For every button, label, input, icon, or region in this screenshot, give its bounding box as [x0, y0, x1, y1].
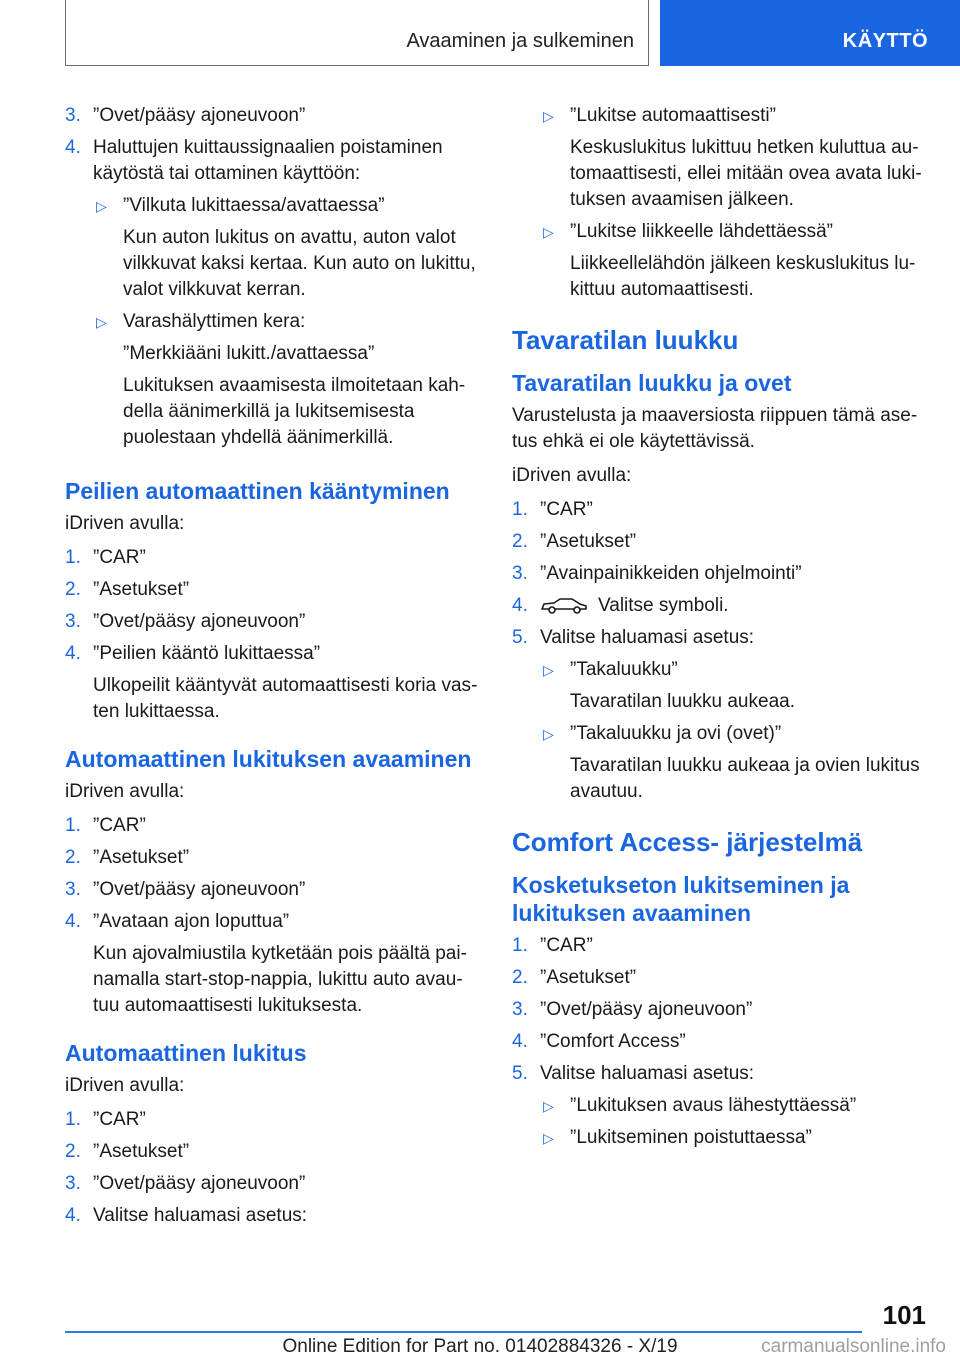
sub-item [512, 103, 927, 129]
heading-trunk-doors: Tavaratilan luukku ja ovet [512, 370, 792, 396]
list-item [512, 561, 927, 587]
list-item [65, 877, 480, 903]
list-item [512, 997, 927, 1023]
sub-item-desc: Kun auton lukitus on avattu, auton valot vilkkuvat kaksi kertaa. Kun auto on lukittu, valot vilkkuvat kerran. [123, 227, 476, 300]
sub-item [65, 309, 480, 335]
footer-edition: Online Edition for Part no. 01402884326 - X/19 [282, 1336, 678, 1357]
sub-item-desc: Lukituksen avaamisesta ilmoitetaan kahdella äänimerkillä ja lukitsemisesta puolestaan yhdellä äänimerkillä. [123, 375, 466, 448]
list-number: 3. [65, 611, 81, 632]
list-item [512, 933, 927, 959]
sub-item-title: Varashälyttimen kera: [123, 311, 306, 332]
list-text: ”Asetukset” [93, 847, 190, 868]
list-text: ”CAR” [93, 547, 146, 568]
list-text: ”Asetukset” [540, 531, 637, 552]
sub-item-desc: Tavaratilan luukku aukeaa ja ovien lukitus avautuu. [570, 755, 920, 802]
list-text: ”Ovet/pääsy ajoneuvoon” [93, 1173, 306, 1194]
list-text: Valitse haluamasi asetus: [540, 1063, 755, 1084]
triangle-right-icon: ▷ [543, 1098, 554, 1114]
list-item [65, 909, 480, 935]
heading-mirror: Peilien automaattinen kääntyminen [65, 478, 450, 504]
list-text: Haluttujen kuittaussignaalien poistaminen käytöstä tai ottaminen käyttöön: [93, 137, 443, 184]
heading-trunk: Tavaratilan luukku [512, 325, 739, 355]
list-number: 4. [512, 595, 528, 616]
list-item [512, 497, 927, 523]
list-item [512, 529, 927, 555]
list-number: 4. [65, 137, 81, 158]
triangle-right-icon: ▷ [96, 314, 107, 330]
list-text: Valitse haluamasi asetus: [93, 1205, 308, 1226]
intro-text: iDriven avulla: [65, 781, 185, 802]
list-number: 4. [65, 911, 81, 932]
list-item [65, 1203, 480, 1229]
sub-item-line2: ”Merkkiääni lukitt./avattaessa” [123, 343, 375, 364]
list-item [65, 641, 480, 667]
list-number: 4. [512, 1031, 528, 1052]
car-icon [540, 595, 588, 615]
list-text: ”CAR” [540, 499, 593, 520]
list-item [65, 813, 480, 839]
list-text: ”Peilien kääntö lukittaessa” [93, 643, 321, 664]
intro-text: iDriven avulla: [65, 1075, 185, 1096]
footer-watermark: carmanualsonline.info [761, 1336, 946, 1357]
list-number: 3. [65, 105, 81, 126]
heading-auto-lock: Automaattinen lukitus [65, 1040, 307, 1066]
intro-text: iDriven avulla: [512, 465, 632, 486]
sub-item [512, 721, 927, 747]
sub-item-desc: Keskuslukitus lukittuu hetken kuluttua automaattisesti, ellei mitään ovea avata lukituksen avaamisen jälkeen. [570, 137, 922, 210]
note-text: Varustelusta ja maaversiosta riippuen tämä asetus ehkä ei ole käytettävissä. [512, 405, 918, 452]
list-text: ”Avainpainikkeiden ohjelmointi” [540, 563, 802, 584]
triangle-right-icon: ▷ [543, 108, 554, 124]
list-text: ”Ovet/pääsy ajoneuvoon” [93, 611, 306, 632]
list-text: ”Ovet/pääsy ajoneuvoon” [540, 999, 753, 1020]
list-text: Valitse symboli. [598, 595, 729, 616]
list-number: 3. [512, 563, 528, 584]
chapter-tab[interactable] [660, 0, 960, 66]
item-desc: Kun ajovalmiustila kytketään pois päältä painamalla start-stop-nappia, lukittu auto avautuu automaattisesti lukituksesta. [93, 943, 467, 1016]
list-number: 2. [512, 531, 528, 552]
triangle-right-icon: ▷ [543, 1130, 554, 1146]
triangle-right-icon: ▷ [543, 726, 554, 742]
sub-item-desc: Tavaratilan luukku aukeaa. [570, 691, 795, 712]
list-text: ”CAR” [540, 935, 593, 956]
list-text: ”Avataan ajon loputtua” [93, 911, 290, 932]
list-text: ”Ovet/pääsy ajoneuvoon” [93, 879, 306, 900]
list-item [65, 1171, 480, 1197]
list-text: ”Asetukset” [540, 967, 637, 988]
page-number: 101 [882, 1300, 926, 1330]
list-number: 4. [65, 643, 81, 664]
heading-auto-unlock: Automaattinen lukituksen avaaminen [65, 746, 472, 772]
sub-item-title: ”Lukitse liikkeelle lähdettäessä” [570, 221, 833, 242]
sub-item-title: ”Takaluukku” [570, 659, 678, 680]
sub-item [512, 219, 927, 245]
sub-item-title: ”Takaluukku ja ovi (ovet)” [570, 723, 782, 744]
list-item [512, 625, 927, 651]
sub-item-title: ”Lukituksen avaus lähestyttäessä” [570, 1095, 857, 1116]
intro-text: iDriven avulla: [65, 513, 185, 534]
header-section-box [65, 0, 649, 66]
chapter-tab-label: KÄYTTÖ [842, 30, 928, 52]
sub-item [65, 193, 480, 219]
list-number: 1. [512, 935, 528, 956]
list-text: Valitse haluamasi asetus: [540, 627, 755, 648]
item-desc: Ulkopeilit kääntyvät automaattisesti koria vasten lukittaessa. [93, 675, 478, 722]
sub-item [512, 657, 927, 683]
list-text: ”Asetukset” [93, 1141, 190, 1162]
list-item [512, 1061, 927, 1087]
list-number: 1. [65, 815, 81, 836]
list-item [65, 1107, 480, 1133]
list-number: 1. [512, 499, 528, 520]
list-number: 5. [512, 1063, 528, 1084]
list-item [65, 1139, 480, 1165]
heading-keyless: Kosketukseton lukitseminen ja lukituksen avaaminen [512, 872, 850, 926]
list-text: ”CAR” [93, 815, 146, 836]
list-number: 3. [65, 879, 81, 900]
list-item [65, 577, 480, 603]
list-item [65, 609, 480, 635]
list-text: ”Comfort Access” [540, 1031, 686, 1052]
sub-item-title: ”Lukitseminen poistuttaessa” [570, 1127, 812, 1148]
list-item [65, 135, 480, 187]
left-column [65, 103, 480, 1235]
sub-item-title: ”Vilkuta lukittaessa/avattaessa” [123, 195, 385, 216]
list-text: ”CAR” [93, 1109, 146, 1130]
list-item [512, 965, 927, 991]
list-item [65, 103, 480, 129]
section-title: Avaaminen ja sulkeminen [406, 30, 634, 52]
sub-item-desc: Liikkeellelähdön jälkeen keskuslukitus lukittuu automaattisesti. [570, 253, 916, 300]
list-number: 2. [65, 579, 81, 600]
list-number: 5. [512, 627, 528, 648]
list-number: 2. [65, 847, 81, 868]
list-number: 1. [65, 1109, 81, 1130]
sub-item-title: ”Lukitse automaattisesti” [570, 105, 776, 126]
footer-divider [65, 1331, 862, 1333]
right-column [512, 103, 927, 1157]
list-number: 3. [512, 999, 528, 1020]
triangle-right-icon: ▷ [96, 198, 107, 214]
sub-item [512, 1125, 927, 1151]
list-text: ”Ovet/pääsy ajoneuvoon” [93, 105, 306, 126]
list-text-with-icon [512, 593, 927, 619]
list-item [65, 545, 480, 571]
list-text: ”Asetukset” [93, 579, 190, 600]
list-item [65, 845, 480, 871]
triangle-right-icon: ▷ [543, 662, 554, 678]
list-number: 1. [65, 547, 81, 568]
list-number: 4. [65, 1205, 81, 1226]
sub-item [512, 1093, 927, 1119]
list-item [512, 593, 927, 619]
list-item [512, 1029, 927, 1055]
list-number: 2. [512, 967, 528, 988]
list-number: 3. [65, 1173, 81, 1194]
triangle-right-icon: ▷ [543, 224, 554, 240]
heading-comfort-access: Comfort Access- järjestelmä [512, 827, 863, 857]
list-number: 2. [65, 1141, 81, 1162]
